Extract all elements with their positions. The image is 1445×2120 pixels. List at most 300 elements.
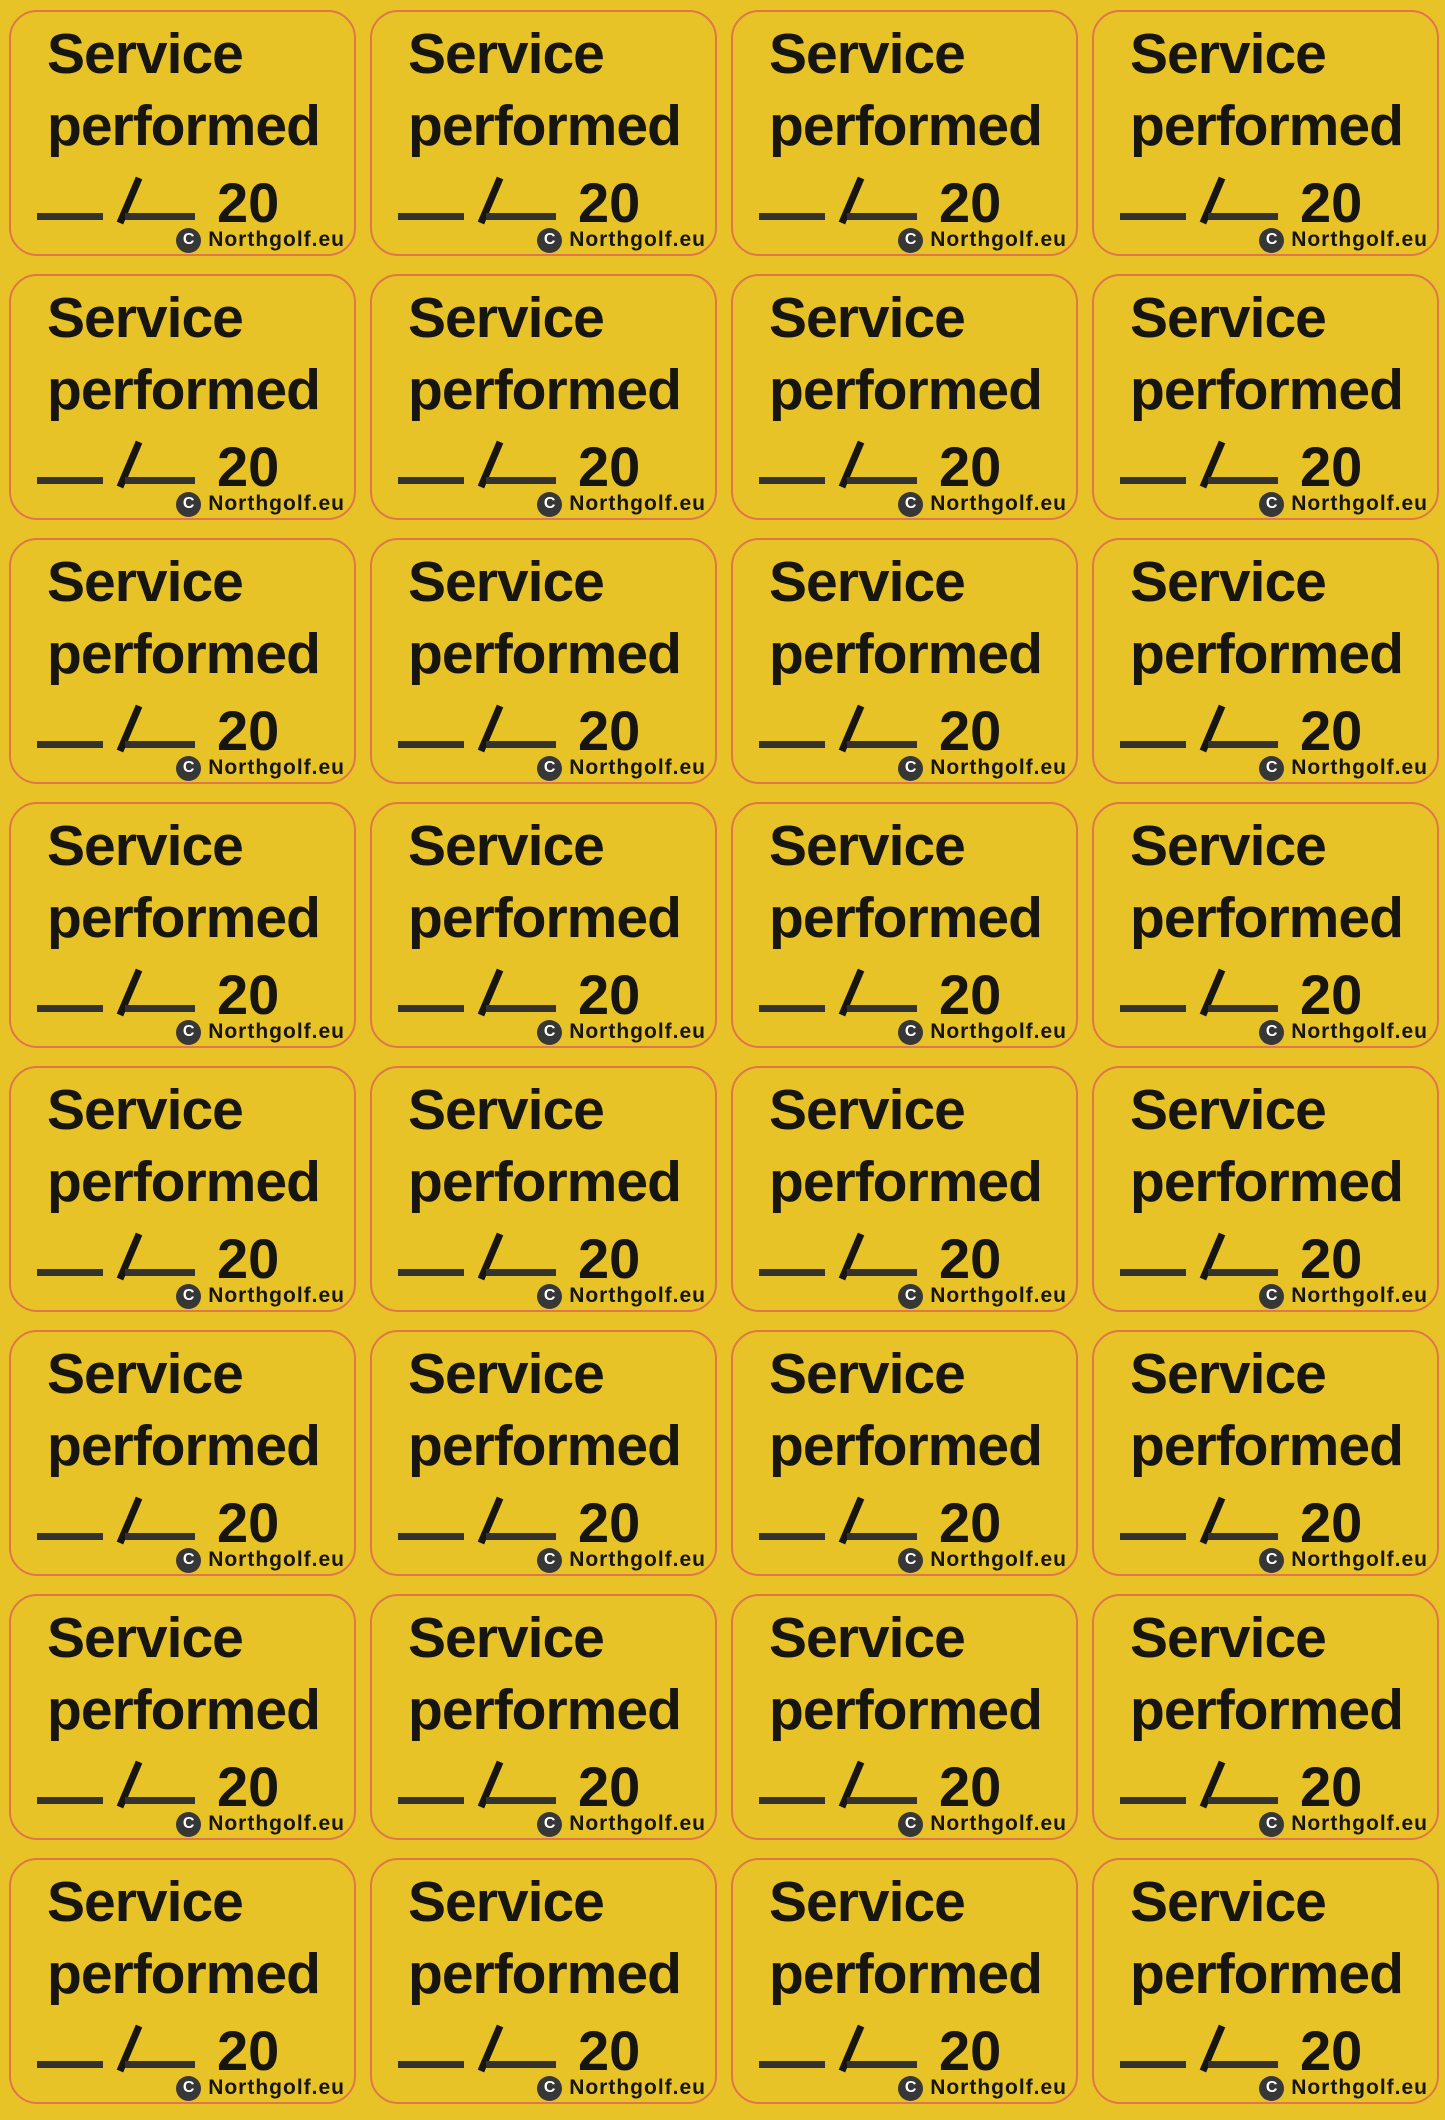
year-prefix: 20 <box>939 2019 1002 2082</box>
logo-letter: C <box>1265 495 1278 512</box>
date-day-blank-line <box>398 1533 464 1540</box>
logo-letter: C <box>543 1023 556 1040</box>
date-month-blank-line <box>125 213 195 220</box>
year-prefix: 20 <box>217 435 280 498</box>
sticker-title-line1: Service <box>1130 22 1326 86</box>
date-month-blank-line <box>486 1269 556 1276</box>
sticker-title-line1: Service <box>408 1870 604 1934</box>
date-month-blank-line <box>1208 1269 1278 1276</box>
sticker-title-line1: Service <box>408 1606 604 1670</box>
date-month-blank-line <box>1208 741 1278 748</box>
year-prefix: 20 <box>578 1227 641 1290</box>
northgolf-c-logo-icon <box>537 1284 562 1309</box>
sticker-title-line2: performed <box>47 1150 320 1214</box>
year-prefix: 20 <box>217 1755 280 1818</box>
northgolf-brand-text: Northgolf.eu <box>1291 756 1428 779</box>
sticker-title-line2: performed <box>408 1150 681 1214</box>
date-day-blank-line <box>759 1533 825 1540</box>
northgolf-brand-text: Northgolf.eu <box>569 1020 706 1043</box>
service-sticker <box>1092 538 1439 784</box>
northgolf-c-logo-icon <box>898 1812 923 1837</box>
northgolf-brand-text: Northgolf.eu <box>930 1020 1067 1043</box>
sticker-title-line1: Service <box>408 1078 604 1142</box>
sticker-title-line2: performed <box>1130 94 1403 158</box>
logo-letter: C <box>182 1287 195 1304</box>
date-month-blank-line <box>1208 213 1278 220</box>
northgolf-c-logo-icon <box>537 492 562 517</box>
northgolf-c-logo-icon <box>1259 1284 1284 1309</box>
northgolf-brand-text: Northgolf.eu <box>930 2076 1067 2099</box>
logo-letter: C <box>182 1023 195 1040</box>
sticker-title-line2: performed <box>408 94 681 158</box>
service-sticker <box>1092 10 1439 256</box>
logo-row <box>537 2075 706 2101</box>
sticker-title-line1: Service <box>769 814 965 878</box>
sticker-title-line1: Service <box>769 550 965 614</box>
sticker-title-line2: performed <box>408 1942 681 2006</box>
logo-row <box>1259 755 1428 781</box>
year-prefix: 20 <box>939 1755 1002 1818</box>
northgolf-brand-text: Northgolf.eu <box>569 2076 706 2099</box>
date-day-blank-line <box>759 1005 825 1012</box>
year-prefix: 20 <box>217 1227 280 1290</box>
date-month-blank-line <box>1208 1005 1278 1012</box>
logo-letter: C <box>543 495 556 512</box>
northgolf-brand-text: Northgolf.eu <box>208 756 345 779</box>
logo-row <box>1259 1283 1428 1309</box>
logo-letter: C <box>904 1023 917 1040</box>
northgolf-brand-text: Northgolf.eu <box>569 1284 706 1307</box>
date-day-blank-line <box>37 1005 103 1012</box>
service-sticker <box>9 802 356 1048</box>
sticker-title-line2: performed <box>769 886 1042 950</box>
sticker-title-line1: Service <box>408 550 604 614</box>
northgolf-brand-text: Northgolf.eu <box>1291 1020 1428 1043</box>
date-month-blank-line <box>486 213 556 220</box>
service-sticker <box>1092 1066 1439 1312</box>
northgolf-c-logo-icon <box>898 228 923 253</box>
logo-row <box>898 1019 1067 1045</box>
service-sticker <box>9 1858 356 2104</box>
logo-letter: C <box>1265 1551 1278 1568</box>
date-day-blank-line <box>1120 213 1186 220</box>
sticker-title-line2: performed <box>47 1414 320 1478</box>
sticker-title-line1: Service <box>47 1606 243 1670</box>
sticker-title-line1: Service <box>1130 814 1326 878</box>
date-day-blank-line <box>37 1797 103 1804</box>
sticker-title-line1: Service <box>1130 286 1326 350</box>
date-day-blank-line <box>1120 1269 1186 1276</box>
northgolf-c-logo-icon <box>1259 1812 1284 1837</box>
northgolf-c-logo-icon <box>176 492 201 517</box>
northgolf-c-logo-icon <box>537 756 562 781</box>
service-sticker <box>9 10 356 256</box>
service-sticker <box>731 1330 1078 1576</box>
logo-row <box>537 491 706 517</box>
date-day-blank-line <box>1120 741 1186 748</box>
service-sticker <box>731 1066 1078 1312</box>
year-prefix: 20 <box>1300 1755 1363 1818</box>
service-sticker <box>731 1594 1078 1840</box>
date-month-blank-line <box>125 1797 195 1804</box>
year-prefix: 20 <box>217 699 280 762</box>
sticker-title-line2: performed <box>1130 1942 1403 2006</box>
date-month-blank-line <box>486 1533 556 1540</box>
sticker-title-line1: Service <box>47 550 243 614</box>
sticker-title-line2: performed <box>408 622 681 686</box>
date-day-blank-line <box>1120 2061 1186 2068</box>
northgolf-c-logo-icon <box>176 756 201 781</box>
logo-row <box>537 227 706 253</box>
sticker-title-line1: Service <box>47 1078 243 1142</box>
northgolf-c-logo-icon <box>1259 1548 1284 1573</box>
logo-letter: C <box>904 1551 917 1568</box>
date-day-blank-line <box>1120 1005 1186 1012</box>
logo-row <box>176 2075 345 2101</box>
date-month-blank-line <box>125 2061 195 2068</box>
service-sticker <box>370 1066 717 1312</box>
service-sticker <box>9 274 356 520</box>
logo-letter: C <box>904 231 917 248</box>
year-prefix: 20 <box>939 1491 1002 1554</box>
northgolf-c-logo-icon <box>176 1812 201 1837</box>
year-prefix: 20 <box>1300 1491 1363 1554</box>
date-month-blank-line <box>847 213 917 220</box>
service-sticker <box>370 802 717 1048</box>
date-month-blank-line <box>847 2061 917 2068</box>
service-sticker <box>9 1594 356 1840</box>
date-day-blank-line <box>759 741 825 748</box>
logo-letter: C <box>182 2079 195 2096</box>
logo-row <box>1259 2075 1428 2101</box>
date-month-blank-line <box>125 1533 195 1540</box>
northgolf-c-logo-icon <box>537 2076 562 2101</box>
sticker-title-line2: performed <box>1130 622 1403 686</box>
logo-row <box>176 227 345 253</box>
logo-row <box>1259 491 1428 517</box>
logo-letter: C <box>543 1815 556 1832</box>
logo-row <box>537 1547 706 1573</box>
northgolf-brand-text: Northgolf.eu <box>1291 492 1428 515</box>
service-sticker <box>1092 274 1439 520</box>
sticker-title-line2: performed <box>408 358 681 422</box>
date-day-blank-line <box>398 1797 464 1804</box>
sticker-title-line1: Service <box>769 1606 965 1670</box>
northgolf-c-logo-icon <box>537 1020 562 1045</box>
service-sticker <box>9 1066 356 1312</box>
service-sticker <box>731 10 1078 256</box>
year-prefix: 20 <box>1300 435 1363 498</box>
northgolf-c-logo-icon <box>537 1812 562 1837</box>
logo-letter: C <box>543 231 556 248</box>
logo-letter: C <box>543 759 556 776</box>
northgolf-c-logo-icon <box>1259 492 1284 517</box>
northgolf-brand-text: Northgolf.eu <box>1291 228 1428 251</box>
logo-letter: C <box>1265 2079 1278 2096</box>
sticker-title-line2: performed <box>47 622 320 686</box>
date-month-blank-line <box>1208 1533 1278 1540</box>
date-month-blank-line <box>1208 1797 1278 1804</box>
sticker-title-line2: performed <box>47 886 320 950</box>
logo-letter: C <box>543 2079 556 2096</box>
year-prefix: 20 <box>1300 699 1363 762</box>
year-prefix: 20 <box>578 2019 641 2082</box>
date-month-blank-line <box>847 477 917 484</box>
date-day-blank-line <box>759 1797 825 1804</box>
northgolf-c-logo-icon <box>176 1020 201 1045</box>
logo-row <box>537 1811 706 1837</box>
date-day-blank-line <box>398 213 464 220</box>
logo-letter: C <box>1265 1287 1278 1304</box>
northgolf-c-logo-icon <box>898 1020 923 1045</box>
date-month-blank-line <box>486 741 556 748</box>
logo-row <box>1259 1547 1428 1573</box>
date-day-blank-line <box>759 1269 825 1276</box>
northgolf-brand-text: Northgolf.eu <box>1291 1548 1428 1571</box>
sticker-title-line2: performed <box>408 1414 681 1478</box>
year-prefix: 20 <box>217 2019 280 2082</box>
logo-letter: C <box>1265 1023 1278 1040</box>
sticker-title-line2: performed <box>1130 1678 1403 1742</box>
sticker-title-line1: Service <box>1130 1342 1326 1406</box>
date-month-blank-line <box>125 1269 195 1276</box>
sticker-title-line2: performed <box>1130 1414 1403 1478</box>
year-prefix: 20 <box>217 171 280 234</box>
northgolf-c-logo-icon <box>176 1284 201 1309</box>
northgolf-c-logo-icon <box>1259 2076 1284 2101</box>
sticker-title-line2: performed <box>47 358 320 422</box>
northgolf-brand-text: Northgolf.eu <box>569 756 706 779</box>
northgolf-c-logo-icon <box>898 756 923 781</box>
service-sticker <box>731 1858 1078 2104</box>
service-sticker <box>9 538 356 784</box>
year-prefix: 20 <box>1300 2019 1363 2082</box>
date-month-blank-line <box>486 1005 556 1012</box>
northgolf-brand-text: Northgolf.eu <box>1291 2076 1428 2099</box>
service-sticker <box>370 1330 717 1576</box>
date-month-blank-line <box>847 1005 917 1012</box>
sticker-title-line2: performed <box>769 1678 1042 1742</box>
sticker-title-line1: Service <box>408 22 604 86</box>
year-prefix: 20 <box>1300 963 1363 1026</box>
sticker-title-line2: performed <box>1130 358 1403 422</box>
sticker-title-line1: Service <box>1130 1078 1326 1142</box>
northgolf-c-logo-icon <box>176 2076 201 2101</box>
date-month-blank-line <box>1208 2061 1278 2068</box>
northgolf-brand-text: Northgolf.eu <box>208 228 345 251</box>
sticker-title-line1: Service <box>47 286 243 350</box>
date-day-blank-line <box>37 1533 103 1540</box>
service-sticker <box>370 1858 717 2104</box>
date-month-blank-line <box>847 1269 917 1276</box>
logo-letter: C <box>543 1287 556 1304</box>
northgolf-brand-text: Northgolf.eu <box>1291 1812 1428 1835</box>
date-month-blank-line <box>125 741 195 748</box>
logo-row <box>1259 1811 1428 1837</box>
year-prefix: 20 <box>578 963 641 1026</box>
logo-row <box>898 1283 1067 1309</box>
logo-letter: C <box>904 495 917 512</box>
date-month-blank-line <box>125 1005 195 1012</box>
sticker-title-line1: Service <box>1130 1870 1326 1934</box>
northgolf-brand-text: Northgolf.eu <box>930 1548 1067 1571</box>
sticker-title-line2: performed <box>769 1414 1042 1478</box>
sticker-title-line2: performed <box>47 1942 320 2006</box>
date-month-blank-line <box>486 477 556 484</box>
northgolf-c-logo-icon <box>898 2076 923 2101</box>
date-day-blank-line <box>759 213 825 220</box>
date-month-blank-line <box>486 1797 556 1804</box>
northgolf-brand-text: Northgolf.eu <box>208 1548 345 1571</box>
northgolf-brand-text: Northgolf.eu <box>930 1284 1067 1307</box>
logo-letter: C <box>182 495 195 512</box>
northgolf-c-logo-icon <box>898 492 923 517</box>
date-day-blank-line <box>1120 1533 1186 1540</box>
date-month-blank-line <box>847 1533 917 1540</box>
service-sticker <box>1092 802 1439 1048</box>
sticker-title-line1: Service <box>408 1342 604 1406</box>
date-day-blank-line <box>759 2061 825 2068</box>
year-prefix: 20 <box>217 1491 280 1554</box>
sticker-title-line2: performed <box>769 1942 1042 2006</box>
logo-row <box>537 1283 706 1309</box>
date-day-blank-line <box>37 213 103 220</box>
service-sticker <box>731 274 1078 520</box>
sticker-title-line2: performed <box>769 622 1042 686</box>
date-day-blank-line <box>398 1005 464 1012</box>
logo-row <box>898 755 1067 781</box>
sticker-title-line1: Service <box>769 1342 965 1406</box>
date-day-blank-line <box>398 741 464 748</box>
sticker-title-line2: performed <box>408 886 681 950</box>
northgolf-c-logo-icon <box>176 228 201 253</box>
year-prefix: 20 <box>217 963 280 1026</box>
date-day-blank-line <box>1120 477 1186 484</box>
northgolf-brand-text: Northgolf.eu <box>208 1812 345 1835</box>
date-day-blank-line <box>398 2061 464 2068</box>
year-prefix: 20 <box>578 435 641 498</box>
date-month-blank-line <box>1208 477 1278 484</box>
logo-letter: C <box>904 1287 917 1304</box>
logo-row <box>898 2075 1067 2101</box>
logo-row <box>537 1019 706 1045</box>
northgolf-brand-text: Northgolf.eu <box>208 492 345 515</box>
year-prefix: 20 <box>578 1755 641 1818</box>
year-prefix: 20 <box>939 1227 1002 1290</box>
northgolf-brand-text: Northgolf.eu <box>930 228 1067 251</box>
year-prefix: 20 <box>939 963 1002 1026</box>
logo-letter: C <box>182 759 195 776</box>
logo-row <box>898 227 1067 253</box>
sticker-title-line1: Service <box>47 1870 243 1934</box>
northgolf-brand-text: Northgolf.eu <box>930 1812 1067 1835</box>
logo-row <box>898 1811 1067 1837</box>
sticker-title-line2: performed <box>1130 1150 1403 1214</box>
logo-letter: C <box>904 759 917 776</box>
service-sticker <box>1092 1858 1439 2104</box>
logo-row <box>176 491 345 517</box>
sticker-title-line2: performed <box>1130 886 1403 950</box>
sticker-title-line2: performed <box>47 1678 320 1742</box>
year-prefix: 20 <box>939 699 1002 762</box>
year-prefix: 20 <box>578 171 641 234</box>
logo-row <box>1259 1019 1428 1045</box>
service-sticker <box>9 1330 356 1576</box>
sticker-title-line1: Service <box>769 1870 965 1934</box>
sticker-title-line1: Service <box>47 1342 243 1406</box>
date-month-blank-line <box>847 1797 917 1804</box>
service-sticker <box>1092 1330 1439 1576</box>
sticker-title-line1: Service <box>769 1078 965 1142</box>
northgolf-c-logo-icon <box>1259 756 1284 781</box>
date-day-blank-line <box>37 741 103 748</box>
northgolf-brand-text: Northgolf.eu <box>208 1020 345 1043</box>
sticker-title-line1: Service <box>47 814 243 878</box>
sticker-title-line1: Service <box>769 286 965 350</box>
date-day-blank-line <box>1120 1797 1186 1804</box>
logo-row <box>176 1547 345 1573</box>
logo-row <box>176 1283 345 1309</box>
sticker-title-line2: performed <box>769 94 1042 158</box>
date-month-blank-line <box>125 477 195 484</box>
service-sticker <box>370 10 717 256</box>
sticker-title-line2: performed <box>769 1150 1042 1214</box>
sticker-title-line1: Service <box>47 22 243 86</box>
sticker-title-line1: Service <box>1130 1606 1326 1670</box>
northgolf-c-logo-icon <box>898 1284 923 1309</box>
northgolf-brand-text: Northgolf.eu <box>569 1548 706 1571</box>
year-prefix: 20 <box>939 171 1002 234</box>
service-sticker <box>731 802 1078 1048</box>
logo-row <box>1259 227 1428 253</box>
logo-letter: C <box>904 1815 917 1832</box>
date-day-blank-line <box>37 1269 103 1276</box>
logo-row <box>898 1547 1067 1573</box>
year-prefix: 20 <box>1300 1227 1363 1290</box>
logo-row <box>537 755 706 781</box>
logo-letter: C <box>543 1551 556 1568</box>
logo-row <box>176 755 345 781</box>
logo-letter: C <box>1265 231 1278 248</box>
northgolf-c-logo-icon <box>176 1548 201 1573</box>
date-day-blank-line <box>398 477 464 484</box>
sticker-title-line1: Service <box>408 286 604 350</box>
northgolf-brand-text: Northgolf.eu <box>569 1812 706 1835</box>
service-sticker <box>1092 1594 1439 1840</box>
northgolf-c-logo-icon <box>1259 1020 1284 1045</box>
northgolf-brand-text: Northgolf.eu <box>930 756 1067 779</box>
northgolf-brand-text: Northgolf.eu <box>569 492 706 515</box>
logo-letter: C <box>182 1815 195 1832</box>
logo-letter: C <box>182 1551 195 1568</box>
northgolf-brand-text: Northgolf.eu <box>208 1284 345 1307</box>
sticker-title-line1: Service <box>1130 550 1326 614</box>
year-prefix: 20 <box>578 699 641 762</box>
logo-row <box>898 491 1067 517</box>
northgolf-brand-text: Northgolf.eu <box>930 492 1067 515</box>
northgolf-c-logo-icon <box>537 228 562 253</box>
year-prefix: 20 <box>578 1491 641 1554</box>
northgolf-c-logo-icon <box>898 1548 923 1573</box>
date-month-blank-line <box>847 741 917 748</box>
logo-letter: C <box>1265 1815 1278 1832</box>
northgolf-c-logo-icon <box>537 1548 562 1573</box>
date-month-blank-line <box>486 2061 556 2068</box>
northgolf-brand-text: Northgolf.eu <box>569 228 706 251</box>
date-day-blank-line <box>37 477 103 484</box>
service-sticker <box>370 538 717 784</box>
service-sticker <box>731 538 1078 784</box>
